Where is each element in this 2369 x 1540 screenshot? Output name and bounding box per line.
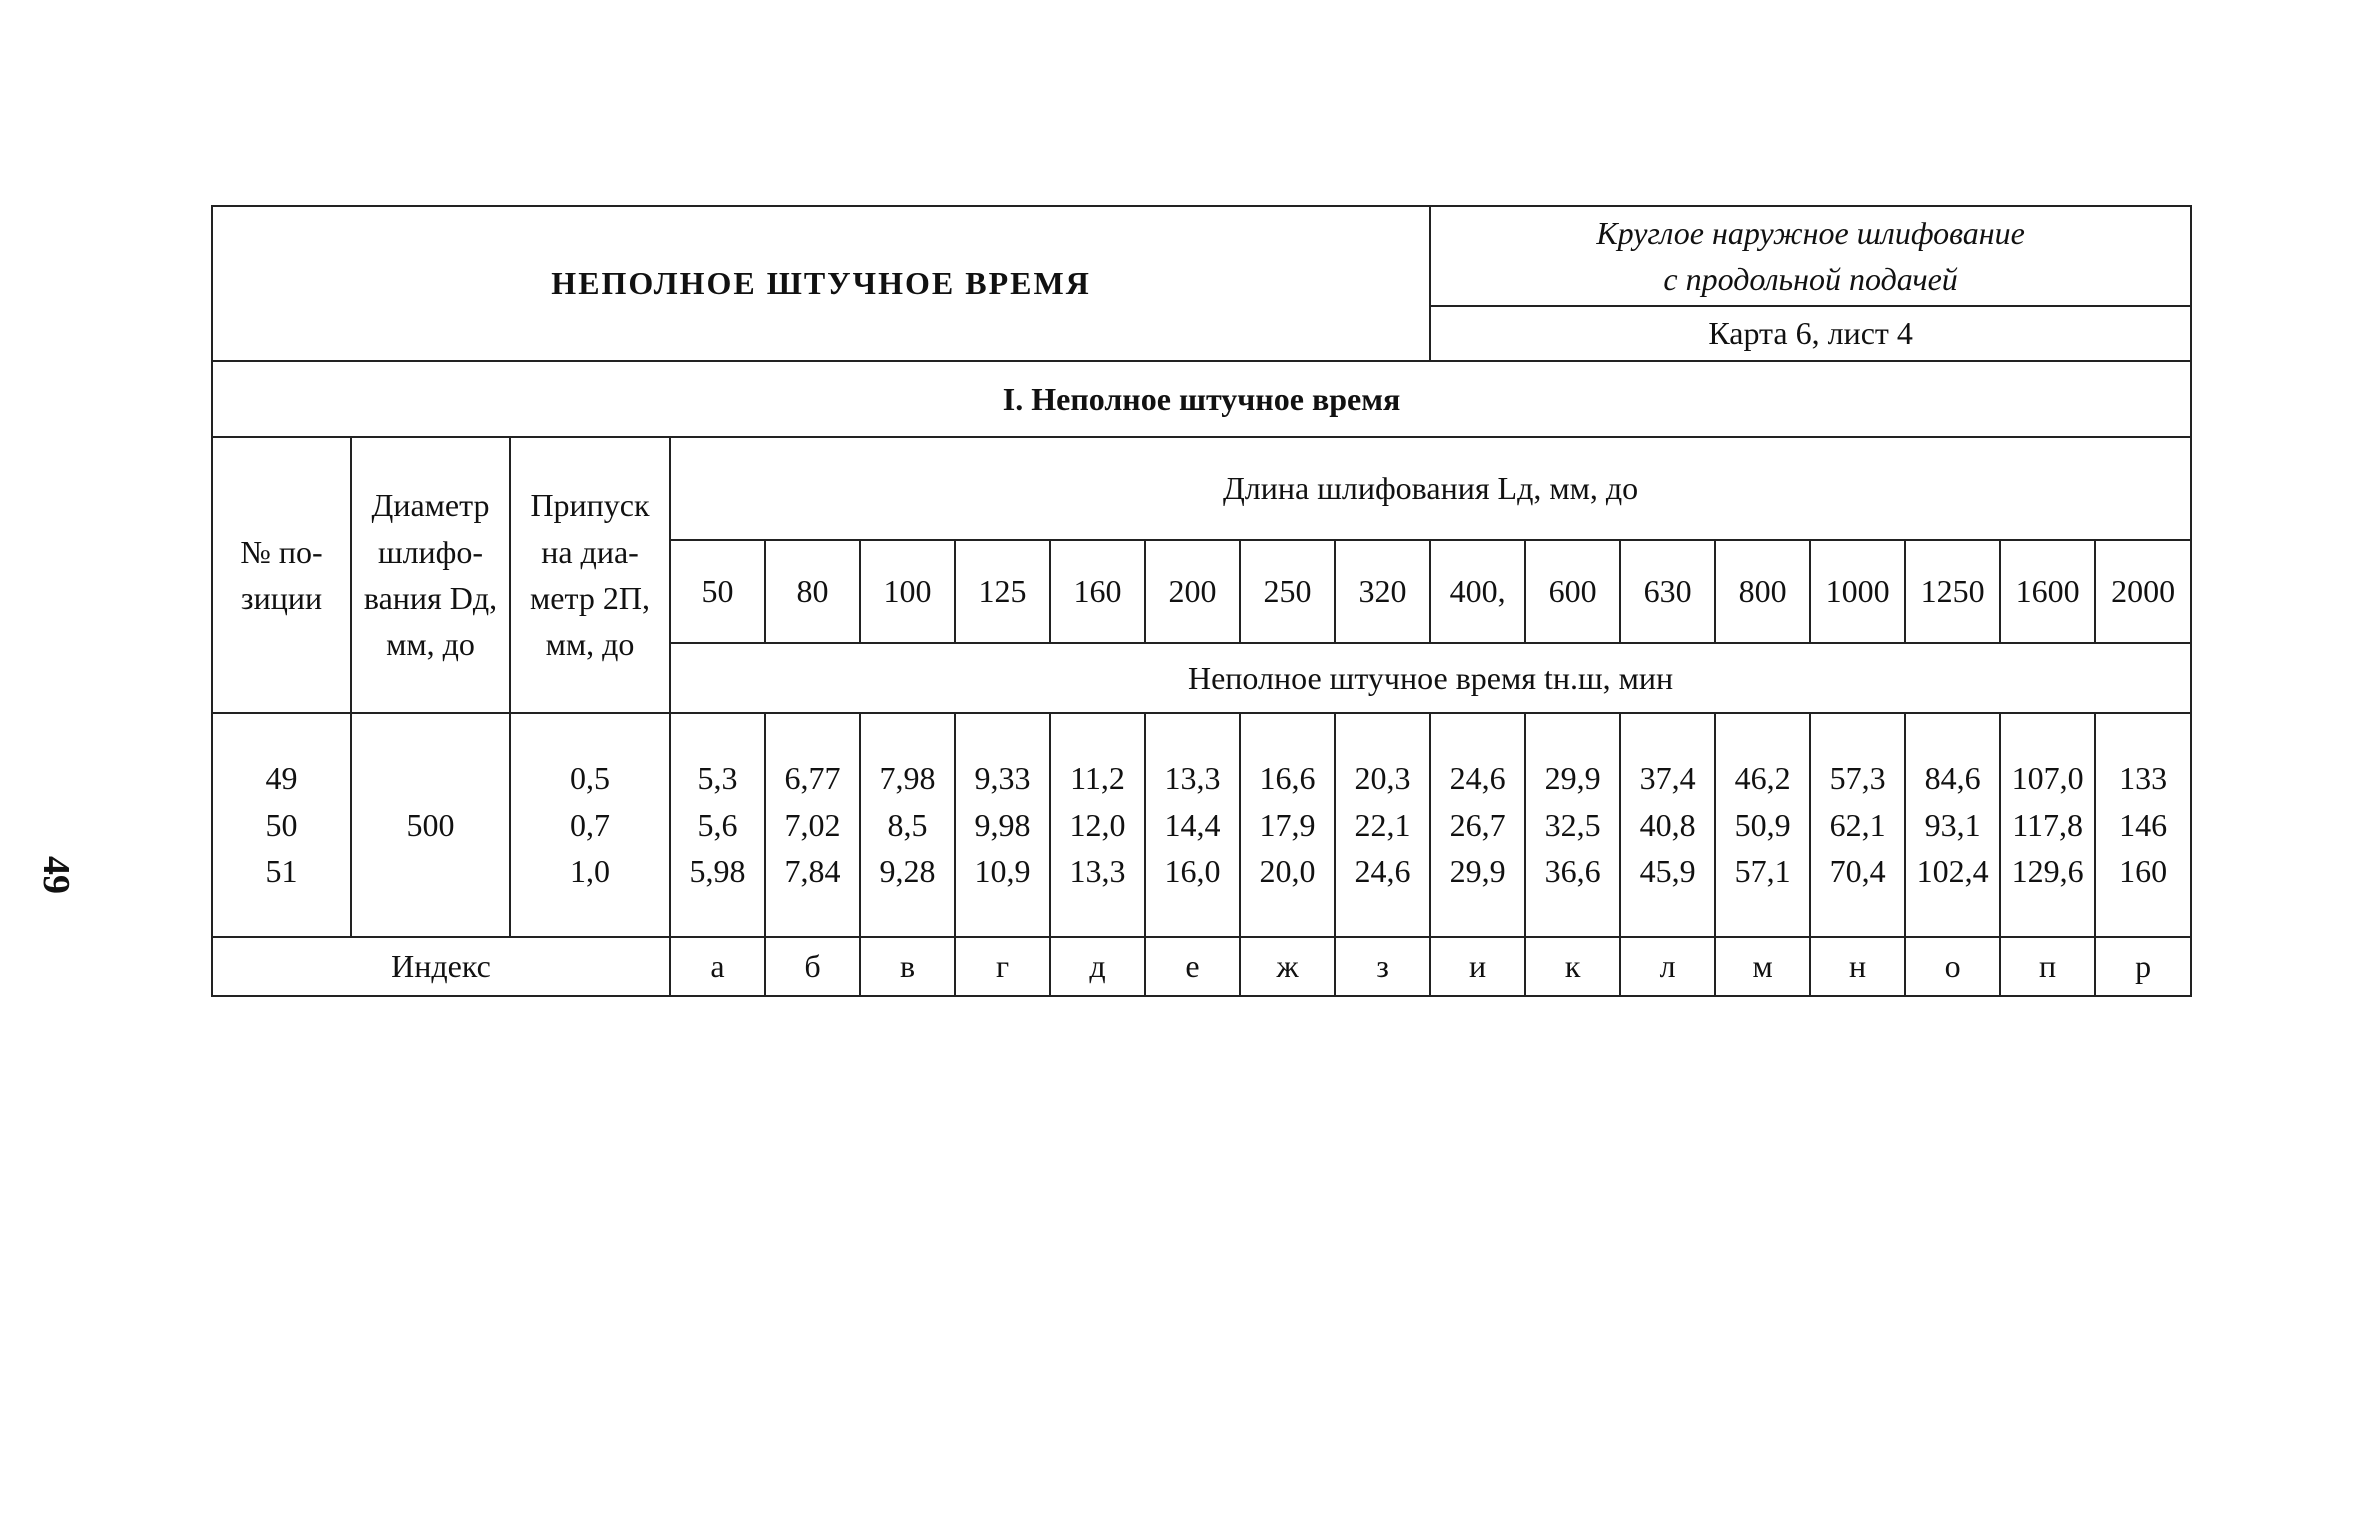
time-value: 93,1 [1924,806,1981,843]
time-value: 50 [265,806,298,843]
index-letter: р [2095,937,2191,996]
time-value: 13,3 [1164,760,1221,797]
time-value: 117,8 [2012,806,2084,843]
time-value: 17,9 [1259,806,1316,843]
time-value: 84,6 [1924,760,1981,797]
time-values-cell [1335,713,1430,937]
time-value: 46,2 [1734,760,1791,797]
index-letter: в [860,937,955,996]
time-value: 29,9 [1544,760,1601,797]
time-value: 57,1 [1734,853,1791,890]
index-letter: а [670,937,765,996]
time-value: 10,9 [974,853,1031,890]
length-value: 100 [860,540,955,643]
time-value: 9,98 [974,806,1031,843]
card-number: Карта 6, лист 4 [1430,306,2191,361]
time-values-cell [2000,713,2095,937]
index-letter: м [1715,937,1810,996]
length-value: 2000 [2095,540,2191,643]
time-value: 20,0 [1259,853,1316,890]
time-value: 9,28 [879,853,936,890]
index-letter: п [2000,937,2095,996]
time-values-cell [670,713,765,937]
index-letter: и [1430,937,1525,996]
length-value: 800 [1715,540,1810,643]
time-value: 16,6 [1259,760,1316,797]
time-value: 1,0 [570,853,610,890]
allowance-cell [510,713,670,937]
time-value: 26,7 [1449,806,1506,843]
time-value: 7,02 [784,806,841,843]
index-letter: ж [1240,937,1335,996]
diameter-cell: 500 [351,713,510,937]
time-value: 8,5 [887,806,928,843]
time-value: 146 [2119,806,2168,843]
index-letter: н [1810,937,1905,996]
time-value: 32,5 [1544,806,1601,843]
index-letter: г [955,937,1050,996]
time-value: 22,1 [1354,806,1411,843]
time-value: 133 [2119,760,2168,797]
index-label: Индекс [212,937,670,996]
length-value: 320 [1335,540,1430,643]
length-group-header: Длина шлифования Lд, мм, до [670,437,2191,540]
length-value: 200 [1145,540,1240,643]
time-value: 62,1 [1829,806,1886,843]
operation-line-2: с продольной подачей [1663,261,1958,297]
page-number: 49 [35,856,77,894]
time-value: 160 [2119,853,2168,890]
section-title: I. Неполное штучное время [212,361,2191,437]
time-value: 9,33 [974,760,1031,797]
time-value: 102,4 [1916,853,1989,890]
allowance-column-header: Припуск на диа- метр 2П, мм, до [510,437,670,713]
time-value: 40,8 [1639,806,1696,843]
length-value: 125 [955,540,1050,643]
time-values-cell [860,713,955,937]
time-value: 7,98 [879,760,936,797]
time-value: 107,0 [2011,760,2084,797]
index-letter: е [1145,937,1240,996]
diameter-column-header: Диаметр шлифо- вания Dд, мм, до [351,437,510,713]
time-value: 0,7 [570,806,610,843]
time-values-cell [765,713,860,937]
time-value: 12,0 [1069,806,1126,843]
time-value: 16,0 [1164,853,1221,890]
length-value: 80 [765,540,860,643]
operation-line-1: Круглое наружное шлифование [1596,214,2025,251]
time-values-cell [955,713,1050,937]
length-value: 1000 [1810,540,1905,643]
time-values-cell [1050,713,1145,937]
time-values-cell [1810,713,1905,937]
time-value: 24,6 [1449,760,1506,797]
time-values-cell [1525,713,1620,937]
index-letter: к [1525,937,1620,996]
index-letter: д [1050,937,1145,996]
time-value: 49 [265,760,298,797]
time-value: 7,84 [784,853,841,890]
document-title: НЕПОЛНОЕ ШТУЧНОЕ ВРЕМЯ [212,206,1430,361]
length-value: 250 [1240,540,1335,643]
time-value: 5,98 [689,853,746,890]
time-value: 24,6 [1354,853,1411,890]
time-value: 45,9 [1639,853,1696,890]
length-value: 1250 [1905,540,2000,643]
index-row [212,937,2191,996]
time-values-cell [1905,713,2000,937]
length-value: 160 [1050,540,1145,643]
time-value: 57,3 [1829,760,1886,797]
time-values-cell [1240,713,1335,937]
time-norm-table [211,205,2192,997]
length-value: 1600 [2000,540,2095,643]
time-values-cell [1620,713,1715,937]
position-column-header: № по- зиции [212,437,351,713]
time-value: 129,6 [2011,853,2084,890]
time-values-cell [1430,713,1525,937]
length-value: 630 [1620,540,1715,643]
time-value: 51 [265,853,298,890]
length-value: 600 [1525,540,1620,643]
index-letter: л [1620,937,1715,996]
length-value: 400, [1430,540,1525,643]
time-value: 70,4 [1829,853,1886,890]
time-values-cell [2095,713,2191,937]
position-cell [212,713,351,937]
time-value: 5,6 [697,806,738,843]
time-values-cell [1715,713,1810,937]
time-value: 13,3 [1069,853,1126,890]
time-value: 37,4 [1639,760,1696,797]
index-letter: о [1905,937,2000,996]
time-value: 14,4 [1164,806,1221,843]
time-values-cell [1145,713,1240,937]
time-value: 50,9 [1734,806,1791,843]
time-group-header: Неполное штучное время tн.ш, мин [670,643,2191,713]
time-value: 36,6 [1544,853,1601,890]
time-value: 5,3 [697,760,738,797]
time-value: 6,77 [784,760,841,797]
operation-title [1430,206,2191,306]
length-value: 50 [670,540,765,643]
table-row [212,713,2191,937]
time-value: 20,3 [1354,760,1411,797]
time-value: 29,9 [1449,853,1506,890]
time-value: 11,2 [1070,760,1125,797]
index-letter: з [1335,937,1430,996]
time-value: 0,5 [570,760,610,797]
index-letter: б [765,937,860,996]
